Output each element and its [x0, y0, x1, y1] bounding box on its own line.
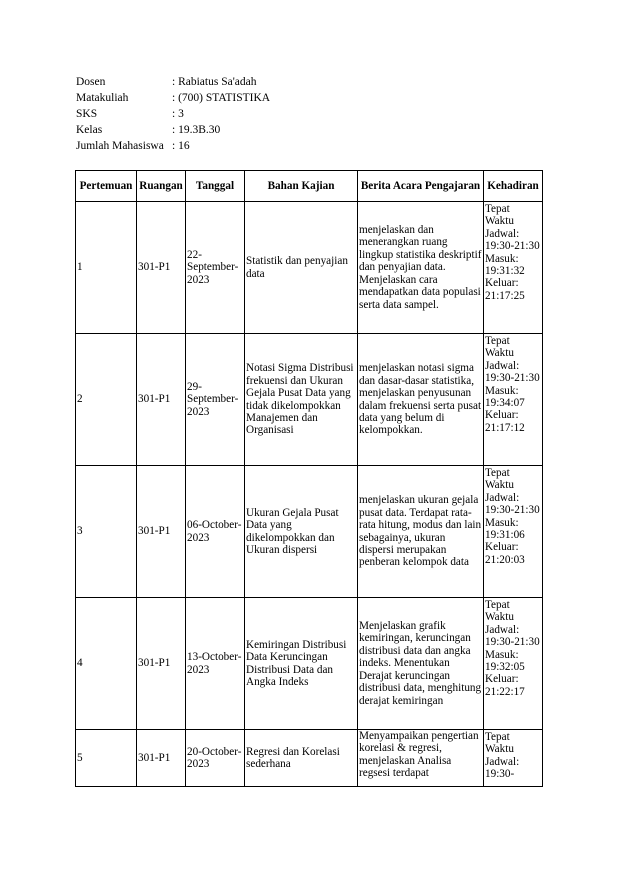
header-berita-acara: Berita Acara Pengajaran — [358, 171, 484, 202]
cell-berita-acara: menjelaskan dan menerangkan ruang lingkup statistika deskriptif dan penyajian data. Menjelaskan cara mendapatkan data populasi serta data sampel. — [358, 202, 484, 334]
cell-kehadiran: Tepat Waktu Jadwal: 19:30- — [484, 730, 543, 787]
cell-berita-acara: Menyampaikan pengertian korelasi & regresi, menjelaskan Analisa regsesi terdapat — [358, 730, 484, 787]
cell-tanggal: 06-October-2023 — [186, 466, 245, 598]
cell-pertemuan: 3 — [76, 466, 137, 598]
cell-berita-acara: menjelaskan notasi sigma dan dasar-dasar statistika, menjelaskan penyusunan dalam frekuensi serta pusat data yang belum di kelompokkan. — [358, 334, 484, 466]
cell-pertemuan: 2 — [76, 334, 137, 466]
cell-bahan-kajian: Kemiringan Distribusi Data Keruncingan Distribusi Data dan Angka Indeks — [245, 598, 358, 730]
header-ruangan: Ruangan — [137, 171, 186, 202]
header-pertemuan: Pertemuan — [76, 171, 137, 202]
info-value: : Rabiatus Sa'adah — [172, 76, 257, 88]
cell-tanggal: 13-October-2023 — [186, 598, 245, 730]
cell-pertemuan: 4 — [76, 598, 137, 730]
course-info — [76, 74, 270, 154]
header-tanggal: Tanggal — [186, 171, 245, 202]
cell-ruangan: 301-P1 — [137, 598, 186, 730]
info-value: : (700) STATISTIKA — [172, 92, 271, 104]
table-header-row — [76, 171, 543, 202]
info-row-matakuliah — [76, 90, 270, 106]
cell-bahan-kajian: Ukuran Gejala Pusat Data yang dikelompokkan dan Ukuran dispersi — [245, 466, 358, 598]
cell-berita-acara: menjelaskan ukuran gejala pusat data. Terdapat rata-rata hitung, modus dan lain sebagainya, ukuran dispersi merupakan penberan kelompok data — [358, 466, 484, 598]
cell-pertemuan: 1 — [76, 202, 137, 334]
cell-kehadiran: Tepat Waktu Jadwal: 19:30-21:30 Masuk: 19:31:06 Keluar: 21:20:03 — [484, 466, 543, 598]
cell-bahan-kajian: Statistik dan penyajian data — [245, 202, 358, 334]
info-row-sks — [76, 106, 270, 122]
cell-kehadiran: Tepat Waktu Jadwal: 19:30-21:30 Masuk: 19:34:07 Keluar: 21:17:12 — [484, 334, 543, 466]
cell-tanggal: 29-September-2023 — [186, 334, 245, 466]
table-row — [76, 466, 543, 598]
cell-ruangan: 301-P1 — [137, 334, 186, 466]
cell-kehadiran: Tepat Waktu Jadwal: 19:30-21:30 Masuk: 19:32:05 Keluar: 21:22:17 — [484, 598, 543, 730]
cell-ruangan: 301-P1 — [137, 466, 186, 598]
info-label: Dosen — [76, 76, 106, 88]
table-row — [76, 334, 543, 466]
table-row — [76, 730, 543, 787]
info-row-dosen — [76, 74, 270, 90]
cell-pertemuan: 5 — [76, 730, 137, 787]
cell-bahan-kajian: Notasi Sigma Distribusi frekuensi dan Ukuran Gejala Pusat Data yang tidak dikelompokkan Manajemen dan Organisasi — [245, 334, 358, 466]
info-value: : 16 — [172, 140, 190, 152]
info-row-jumlah-mahasiswa — [76, 138, 270, 154]
info-row-kelas — [76, 122, 270, 138]
info-label: Kelas — [76, 124, 103, 136]
cell-tanggal: 22-September-2023 — [186, 202, 245, 334]
cell-tanggal: 20-October-2023 — [186, 730, 245, 787]
cell-ruangan: 301-P1 — [137, 202, 186, 334]
header-kehadiran: Kehadiran — [484, 171, 543, 202]
info-label: Matakuliah — [76, 92, 129, 104]
table-row — [76, 202, 543, 334]
info-value: : 3 — [172, 108, 184, 120]
header-bahan-kajian: Bahan Kajian — [245, 171, 358, 202]
cell-ruangan: 301-P1 — [137, 730, 186, 787]
cell-berita-acara: Menjelaskan grafik kemiringan, keruncingan distribusi data dan angka indeks. Menentukan Derajat keruncingan distribusi data, menghitung derajat kemiringan — [358, 598, 484, 730]
meeting-table — [75, 170, 543, 787]
info-value: : 19.3B.30 — [172, 124, 221, 136]
table-row — [76, 598, 543, 730]
info-label: SKS — [76, 108, 98, 120]
info-label: Jumlah Mahasiswa — [76, 140, 164, 152]
cell-bahan-kajian: Regresi dan Korelasi sederhana — [245, 730, 358, 787]
cell-kehadiran: Tepat Waktu Jadwal: 19:30-21:30 Masuk: 19:31:32 Keluar: 21:17:25 — [484, 202, 543, 334]
